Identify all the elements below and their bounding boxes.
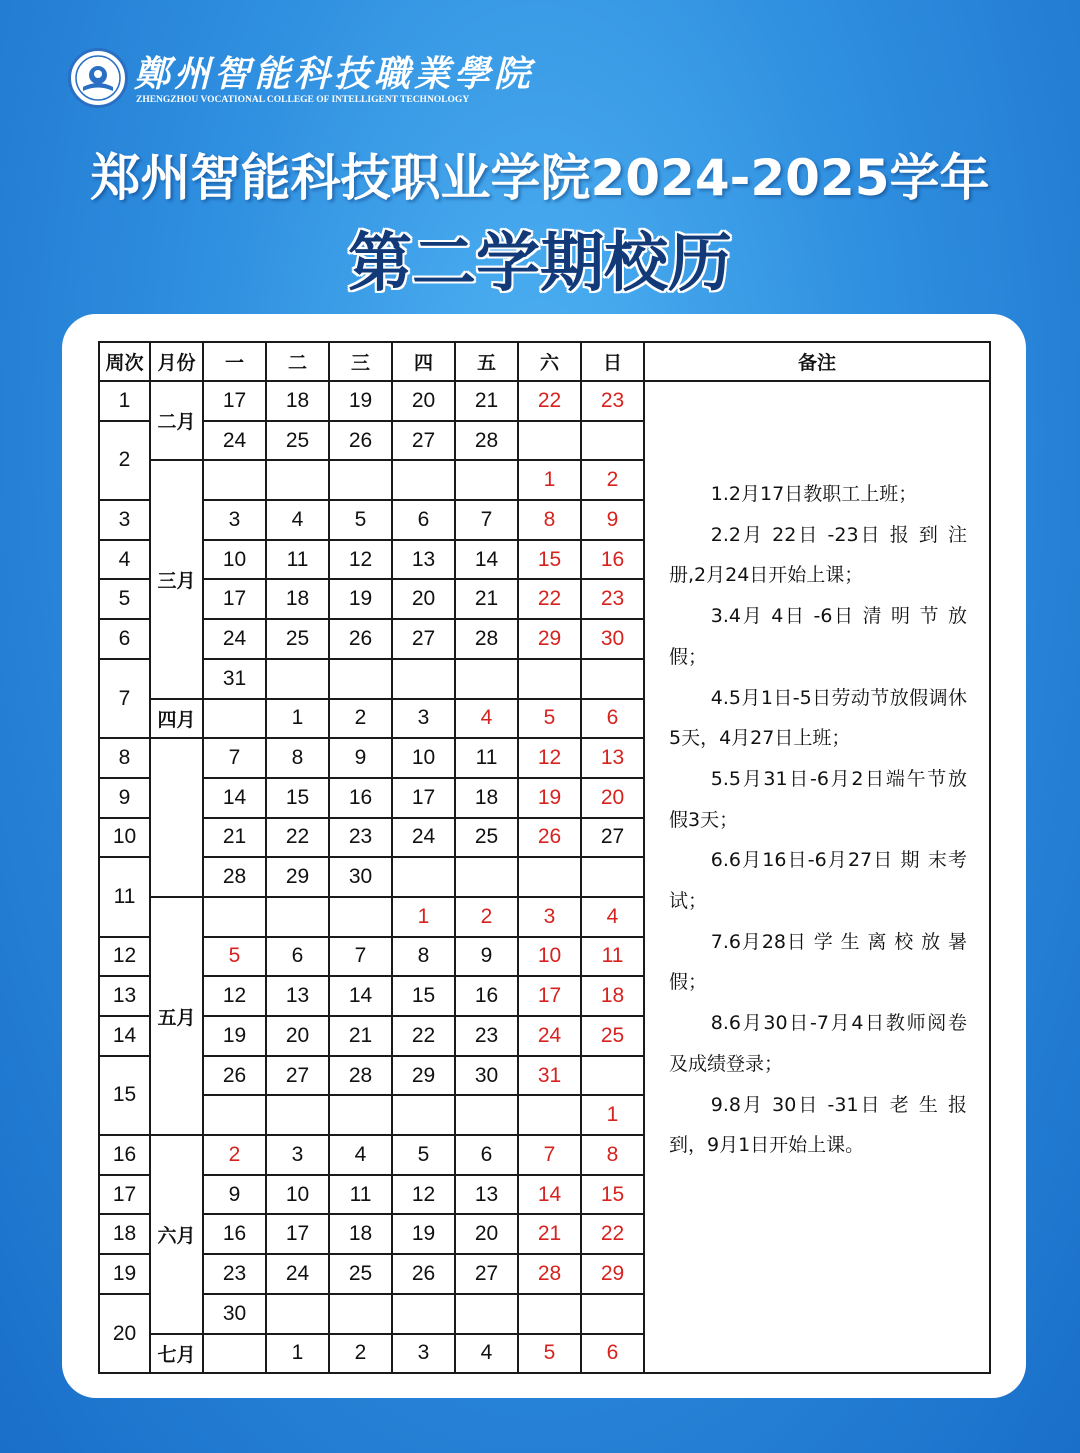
note-item: 3.4月 4日 -6日 清 明 节 放假；	[669, 605, 967, 668]
day-cell-fri: 13	[455, 1175, 518, 1215]
month-header: 月份	[150, 342, 203, 381]
day-cell-thu: 24	[392, 818, 455, 858]
day-cell-sat: 19	[518, 778, 581, 818]
day-cell-mon: 7	[203, 738, 266, 778]
day-cell-fri: 23	[455, 1016, 518, 1056]
day-cell-fri	[455, 460, 518, 500]
day-cell-fri	[455, 1095, 518, 1135]
month-label: 五月	[150, 897, 203, 1135]
note-item: 1.2月17日教职工上班；	[710, 483, 918, 505]
day-cell-thu	[392, 460, 455, 500]
day-cell-thu: 13	[392, 540, 455, 580]
note-item: 6.6月16日-6月27日 期 末考试；	[669, 849, 967, 913]
day-cell-fri: 27	[455, 1254, 518, 1294]
day-cell-fri: 21	[455, 579, 518, 619]
day-cell-wed	[329, 460, 392, 500]
day-cell-mon	[203, 699, 266, 739]
day-cell-fri: 6	[455, 1135, 518, 1175]
day-cell-wed: 28	[329, 1056, 392, 1096]
day-cell-sat: 3	[518, 897, 581, 937]
day-cell-tue: 27	[266, 1056, 329, 1096]
day-cell-sun	[581, 1294, 644, 1334]
week-number: 19	[99, 1254, 150, 1294]
header-row	[99, 342, 990, 381]
day-cell-tue: 17	[266, 1214, 329, 1254]
day-cell-sat	[518, 659, 581, 699]
day-cell-thu: 26	[392, 1254, 455, 1294]
day-cell-sun: 6	[581, 1334, 644, 1374]
day-cell-thu: 15	[392, 976, 455, 1016]
day-cell-tue	[266, 460, 329, 500]
day-cell-wed: 14	[329, 976, 392, 1016]
day-cell-fri: 28	[455, 619, 518, 659]
day-cell-sat: 5	[518, 699, 581, 739]
day-cell-tue	[266, 1095, 329, 1135]
day-cell-sat: 7	[518, 1135, 581, 1175]
day-cell-wed: 5	[329, 500, 392, 540]
day-cell-wed: 26	[329, 619, 392, 659]
day-cell-thu: 29	[392, 1056, 455, 1096]
day-cell-tue: 10	[266, 1175, 329, 1215]
day-cell-mon: 23	[203, 1254, 266, 1294]
week-number: 2	[99, 421, 150, 500]
day-cell-fri	[455, 659, 518, 699]
fri-header: 五	[455, 342, 518, 381]
note-item: 4.5月1日-5日劳动节放假调休5天，4月27日上班；	[669, 686, 967, 750]
day-cell-wed: 19	[329, 381, 392, 421]
day-cell-mon: 21	[203, 818, 266, 858]
month-label: 二月	[150, 381, 203, 460]
day-cell-tue: 24	[266, 1254, 329, 1294]
day-cell-thu: 8	[392, 937, 455, 977]
day-cell-sat	[518, 1294, 581, 1334]
day-cell-mon: 24	[203, 619, 266, 659]
day-cell-sun: 22	[581, 1214, 644, 1254]
table-row	[99, 381, 990, 421]
day-cell-sun: 27	[581, 818, 644, 858]
day-cell-wed: 9	[329, 738, 392, 778]
day-cell-sun: 25	[581, 1016, 644, 1056]
day-cell-fri: 4	[455, 1334, 518, 1374]
week-number: 18	[99, 1214, 150, 1254]
day-cell-mon: 17	[203, 579, 266, 619]
day-cell-wed: 18	[329, 1214, 392, 1254]
day-cell-fri: 25	[455, 818, 518, 858]
day-cell-mon: 28	[203, 857, 266, 897]
day-cell-fri: 2	[455, 897, 518, 937]
day-cell-sun: 8	[581, 1135, 644, 1175]
day-cell-sat: 1	[518, 460, 581, 500]
day-cell-sat: 24	[518, 1016, 581, 1056]
day-cell-wed: 19	[329, 579, 392, 619]
day-cell-tue: 1	[266, 699, 329, 739]
day-cell-tue	[266, 897, 329, 937]
week-number: 4	[99, 540, 150, 580]
day-cell-thu: 20	[392, 579, 455, 619]
day-cell-mon: 31	[203, 659, 266, 699]
week-number: 1	[99, 381, 150, 421]
mon-header: 一	[203, 342, 266, 381]
day-cell-fri: 16	[455, 976, 518, 1016]
day-cell-sun: 1	[581, 1095, 644, 1135]
day-cell-wed	[329, 1095, 392, 1135]
day-cell-sat: 10	[518, 937, 581, 977]
day-cell-mon: 19	[203, 1016, 266, 1056]
day-cell-sat: 5	[518, 1334, 581, 1374]
day-cell-wed: 30	[329, 857, 392, 897]
day-cell-wed: 26	[329, 421, 392, 461]
day-cell-wed	[329, 659, 392, 699]
day-cell-thu	[392, 1294, 455, 1334]
note-item: 2.2月 22日 -23日 报 到 注册,2月24日开始上课；	[669, 523, 967, 587]
day-cell-thu	[392, 1095, 455, 1135]
day-cell-thu: 17	[392, 778, 455, 818]
day-cell-fri: 21	[455, 381, 518, 421]
day-cell-wed: 21	[329, 1016, 392, 1056]
day-cell-wed: 4	[329, 1135, 392, 1175]
week-number: 5	[99, 579, 150, 619]
day-cell-sat: 22	[518, 579, 581, 619]
day-cell-tue	[266, 1294, 329, 1334]
week-number: 8	[99, 738, 150, 778]
day-cell-sat: 8	[518, 500, 581, 540]
week-number: 16	[99, 1135, 150, 1175]
day-cell-fri: 9	[455, 937, 518, 977]
wed-header: 三	[329, 342, 392, 381]
day-cell-fri: 14	[455, 540, 518, 580]
day-cell-sat: 14	[518, 1175, 581, 1215]
day-cell-wed	[329, 897, 392, 937]
day-cell-tue: 3	[266, 1135, 329, 1175]
week-number: 12	[99, 937, 150, 977]
college-emblem-icon	[68, 48, 128, 108]
day-cell-tue: 4	[266, 500, 329, 540]
week-number: 3	[99, 500, 150, 540]
day-cell-sun: 29	[581, 1254, 644, 1294]
month-label: 七月	[150, 1334, 203, 1374]
day-cell-wed: 12	[329, 540, 392, 580]
note-item: 7.6月28日 学 生 离 校 放 暑假；	[669, 930, 967, 994]
week-header: 周次	[99, 342, 150, 381]
day-cell-mon: 16	[203, 1214, 266, 1254]
day-cell-thu: 12	[392, 1175, 455, 1215]
week-number: 15	[99, 1056, 150, 1135]
tue-header: 二	[266, 342, 329, 381]
day-cell-sun	[581, 659, 644, 699]
week-number: 20	[99, 1294, 150, 1373]
day-cell-mon	[203, 897, 266, 937]
college-name-logo: 鄭州智能科技職業學院	[134, 53, 535, 95]
day-cell-sun: 20	[581, 778, 644, 818]
day-cell-sat: 17	[518, 976, 581, 1016]
day-cell-sat: 26	[518, 818, 581, 858]
day-cell-fri: 4	[455, 699, 518, 739]
page-title: 郑州智能科技职业学院2024-2025学年	[90, 149, 990, 207]
day-cell-wed: 2	[329, 1334, 392, 1374]
day-cell-wed: 11	[329, 1175, 392, 1215]
day-cell-mon: 17	[203, 381, 266, 421]
week-number: 11	[99, 857, 150, 936]
day-cell-mon: 14	[203, 778, 266, 818]
week-number: 7	[99, 659, 150, 738]
day-cell-mon: 10	[203, 540, 266, 580]
day-cell-mon	[203, 1095, 266, 1135]
day-cell-fri: 7	[455, 500, 518, 540]
day-cell-tue: 18	[266, 579, 329, 619]
day-cell-tue: 20	[266, 1016, 329, 1056]
day-cell-tue: 18	[266, 381, 329, 421]
day-cell-fri	[455, 857, 518, 897]
day-cell-wed: 7	[329, 937, 392, 977]
week-number: 6	[99, 619, 150, 659]
day-cell-sun: 9	[581, 500, 644, 540]
day-cell-sat: 31	[518, 1056, 581, 1096]
day-cell-sat	[518, 421, 581, 461]
week-number: 10	[99, 818, 150, 858]
day-cell-thu: 22	[392, 1016, 455, 1056]
notes-cell	[644, 381, 990, 1373]
day-cell-thu: 3	[392, 699, 455, 739]
day-cell-sun: 23	[581, 579, 644, 619]
week-number: 17	[99, 1175, 150, 1215]
day-cell-thu: 19	[392, 1214, 455, 1254]
day-cell-tue: 29	[266, 857, 329, 897]
sun-header: 日	[581, 342, 644, 381]
day-cell-thu	[392, 659, 455, 699]
note-item: 9.8月 30日 -31日 老 生 报到，9月1日开始上课。	[669, 1093, 967, 1157]
day-cell-wed	[329, 1294, 392, 1334]
day-cell-sun	[581, 857, 644, 897]
day-cell-fri: 18	[455, 778, 518, 818]
day-cell-mon: 12	[203, 976, 266, 1016]
day-cell-sun: 4	[581, 897, 644, 937]
day-cell-tue: 15	[266, 778, 329, 818]
day-cell-thu: 27	[392, 619, 455, 659]
emblem-graphic	[71, 51, 125, 105]
day-cell-sun: 13	[581, 738, 644, 778]
sat-header: 六	[518, 342, 581, 381]
day-cell-thu	[392, 857, 455, 897]
day-cell-thu: 3	[392, 1334, 455, 1374]
day-cell-sun: 15	[581, 1175, 644, 1215]
day-cell-thu: 27	[392, 421, 455, 461]
day-cell-mon: 3	[203, 500, 266, 540]
month-label: 六月	[150, 1135, 203, 1333]
day-cell-mon: 5	[203, 937, 266, 977]
week-number: 13	[99, 976, 150, 1016]
note-item: 8.6月30日-7月4日教师阅卷及成绩登录；	[669, 1012, 967, 1075]
day-cell-sat	[518, 1095, 581, 1135]
day-cell-tue: 1	[266, 1334, 329, 1374]
day-cell-thu: 6	[392, 500, 455, 540]
day-cell-sun: 18	[581, 976, 644, 1016]
day-cell-mon: 26	[203, 1056, 266, 1096]
day-cell-thu: 5	[392, 1135, 455, 1175]
day-cell-sat: 21	[518, 1214, 581, 1254]
day-cell-mon: 2	[203, 1135, 266, 1175]
day-cell-wed: 16	[329, 778, 392, 818]
day-cell-fri	[455, 1294, 518, 1334]
day-cell-fri: 30	[455, 1056, 518, 1096]
day-cell-thu: 10	[392, 738, 455, 778]
day-cell-thu: 20	[392, 381, 455, 421]
day-cell-mon	[203, 460, 266, 500]
day-cell-thu: 1	[392, 897, 455, 937]
day-cell-tue: 13	[266, 976, 329, 1016]
day-cell-tue: 8	[266, 738, 329, 778]
calendar-table	[98, 341, 991, 1374]
day-cell-mon	[203, 1334, 266, 1374]
day-cell-wed: 23	[329, 818, 392, 858]
day-cell-sun: 23	[581, 381, 644, 421]
day-cell-mon: 30	[203, 1294, 266, 1334]
month-label	[150, 738, 203, 897]
month-label: 三月	[150, 460, 203, 698]
day-cell-sat: 28	[518, 1254, 581, 1294]
week-number: 9	[99, 778, 150, 818]
day-cell-tue: 6	[266, 937, 329, 977]
day-cell-sun: 2	[581, 460, 644, 500]
day-cell-sun	[581, 1056, 644, 1096]
day-cell-tue: 22	[266, 818, 329, 858]
college-name-english: ZHENGZHOU VOCATIONAL COLLEGE OF INTELLIGENT TECHNOLOGY	[136, 95, 470, 105]
thu-header: 四	[392, 342, 455, 381]
day-cell-tue: 25	[266, 619, 329, 659]
day-cell-tue: 25	[266, 421, 329, 461]
notes-header: 备注	[644, 342, 990, 381]
day-cell-fri: 11	[455, 738, 518, 778]
day-cell-sat	[518, 857, 581, 897]
day-cell-sun	[581, 421, 644, 461]
day-cell-sun: 6	[581, 699, 644, 739]
day-cell-tue: 11	[266, 540, 329, 580]
month-label: 四月	[150, 699, 203, 739]
day-cell-mon: 24	[203, 421, 266, 461]
day-cell-sat: 29	[518, 619, 581, 659]
day-cell-fri: 20	[455, 1214, 518, 1254]
note-item: 5.5月31日-6月2日端午节放假3天；	[669, 767, 967, 831]
day-cell-wed: 2	[329, 699, 392, 739]
day-cell-sun: 11	[581, 937, 644, 977]
day-cell-mon: 9	[203, 1175, 266, 1215]
day-cell-sat: 15	[518, 540, 581, 580]
day-cell-tue	[266, 659, 329, 699]
day-cell-sat: 12	[518, 738, 581, 778]
day-cell-wed: 25	[329, 1254, 392, 1294]
day-cell-sun: 30	[581, 619, 644, 659]
week-number: 14	[99, 1016, 150, 1056]
page-subtitle: 第二学期校历	[348, 227, 732, 301]
day-cell-sat: 22	[518, 381, 581, 421]
day-cell-sun: 16	[581, 540, 644, 580]
day-cell-fri: 28	[455, 421, 518, 461]
